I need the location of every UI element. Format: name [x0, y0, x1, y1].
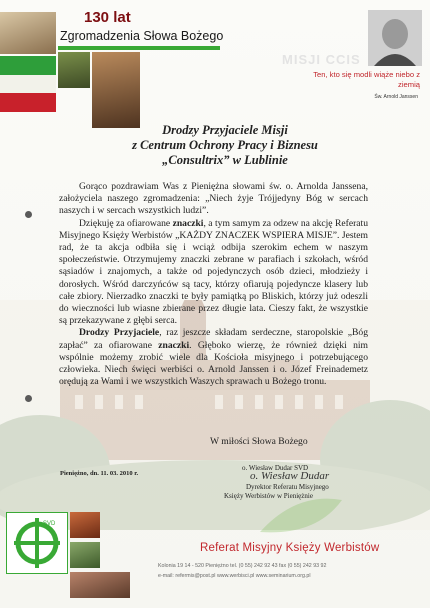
anniversary-number: 130 lat: [84, 9, 131, 26]
punch-hole: [25, 395, 32, 402]
text-run: , raz jeszcze składam serdeczne, staropolskie „Bóg zapłać” za ofiarowane: [59, 327, 368, 351]
janssen-quote: Ten, kto się modli wiąże niebo z ziemią: [313, 70, 420, 89]
bold-run: znaczki: [158, 339, 190, 351]
green-divider: [58, 46, 220, 50]
svd-logo: [6, 512, 68, 574]
missionary-photo-2: [58, 52, 90, 88]
arnold-janssen-portrait: [368, 10, 422, 66]
footer-contact: e-mail: refermis@post.pl www.werbisci.pl www.seminarium.org.pl: [158, 573, 311, 579]
footer-photo: [70, 572, 130, 598]
heading-line-1: Drodzy Przyjaciele Misji: [162, 123, 288, 137]
logo-text: SVD: [43, 521, 56, 527]
bold-run: Drodzy Przyjaciele: [79, 327, 160, 339]
letter-date: Pieniężno, dn. 11. 03. 2010 r.: [60, 470, 139, 477]
missionary-photo-1: [0, 12, 56, 54]
letter-paragraph: [59, 327, 368, 388]
text-run: . Głęboko wierzę, że również dzięki nim wspólnie możemy zrobić wiele dla Kościoła misyjnego i potrzebującego człowieka. Niech święci werbiści o. Arnold Janssen i o. Józef Freinademetz orędują za Wami i we wszystkich Waszych sprawach u Bożego tronu.: [59, 339, 368, 388]
show-through-text: MISJI CCIS: [282, 52, 361, 67]
letter-body: [59, 181, 368, 388]
footer-title: Referat Misyjny Księży Werbistów: [200, 542, 380, 554]
punch-hole: [25, 211, 32, 218]
signature-name: o. Wiesław Dudar SVD: [242, 464, 309, 472]
text-run: , a tym samym za odzew na akcję Referatu Misyjnego Księży Werbistów „KAŻDY ZNACZEK WSPIERA MISJE”. Jestem rad, że ta akcja odbiła się i wciąż odbija szerokim echem w naszym społeczeństwie. Otrzymujemy znaczki zebrane w parafiach i szkołach, wśród sąsiadów i znajomych, a także od pojedynczych osób dzieci, młodzieży i dorosłych. Wśród darczyńców są tacy, którzy ofiarują pojedyncze klasery lub całe zbiory. Nierzadko znaczki te były pamiątką po Bliskich, którzy już odeszli do wieczności lub wiasne zbierane przez długie lata. Cieszy fakt, że wszystkie są przekazywane z głębi serca.: [59, 217, 368, 327]
signature-role-line-1: Dyrektor Referatu Misyjnego: [246, 483, 329, 491]
heading-line-2: z Centrum Ochrony Pracy i Biznesu: [132, 138, 318, 152]
polish-flag-graphic: [0, 56, 56, 112]
heading-line-3: „Consultrix” w Lublinie: [162, 153, 288, 167]
missionary-photo-3: [92, 52, 140, 128]
footer-photo: [70, 542, 100, 568]
letter-paragraph: [59, 181, 368, 218]
handwritten-signature: o. Wiesław Dudar: [250, 470, 330, 482]
quote-author: Św. Arnold Janssen: [374, 94, 418, 100]
bold-run: znaczki: [172, 217, 204, 229]
leaf-decoration: [256, 492, 346, 538]
letter-paragraph: [59, 218, 368, 328]
footer-photo: [70, 512, 100, 538]
text-run: Gorąco pozdrawiam Was z Pieniężna słowami św. o. Arnolda Janssena, założyciela naszego zgromadzenia: „Niech żyje Trójjedyny Bóg w sercach naszych i w sercach wszystkich ludzi”.: [59, 181, 368, 217]
letter-heading: [60, 123, 390, 168]
anniversary-title: Zgromadzenia Słowa Bożego: [60, 29, 224, 43]
signature-role-line-2: Księży Werbistów w Pieniężnie: [224, 492, 313, 500]
text-run: Dziękuję za ofiarowane: [79, 217, 173, 229]
footer-address: Kolonia 19 14 - 520 Pieniężno tel. (0 55) 242 92 43 fax (0 55) 242 93 92: [158, 563, 327, 569]
letter-closing: W miłości Słowa Bożego: [210, 436, 308, 447]
